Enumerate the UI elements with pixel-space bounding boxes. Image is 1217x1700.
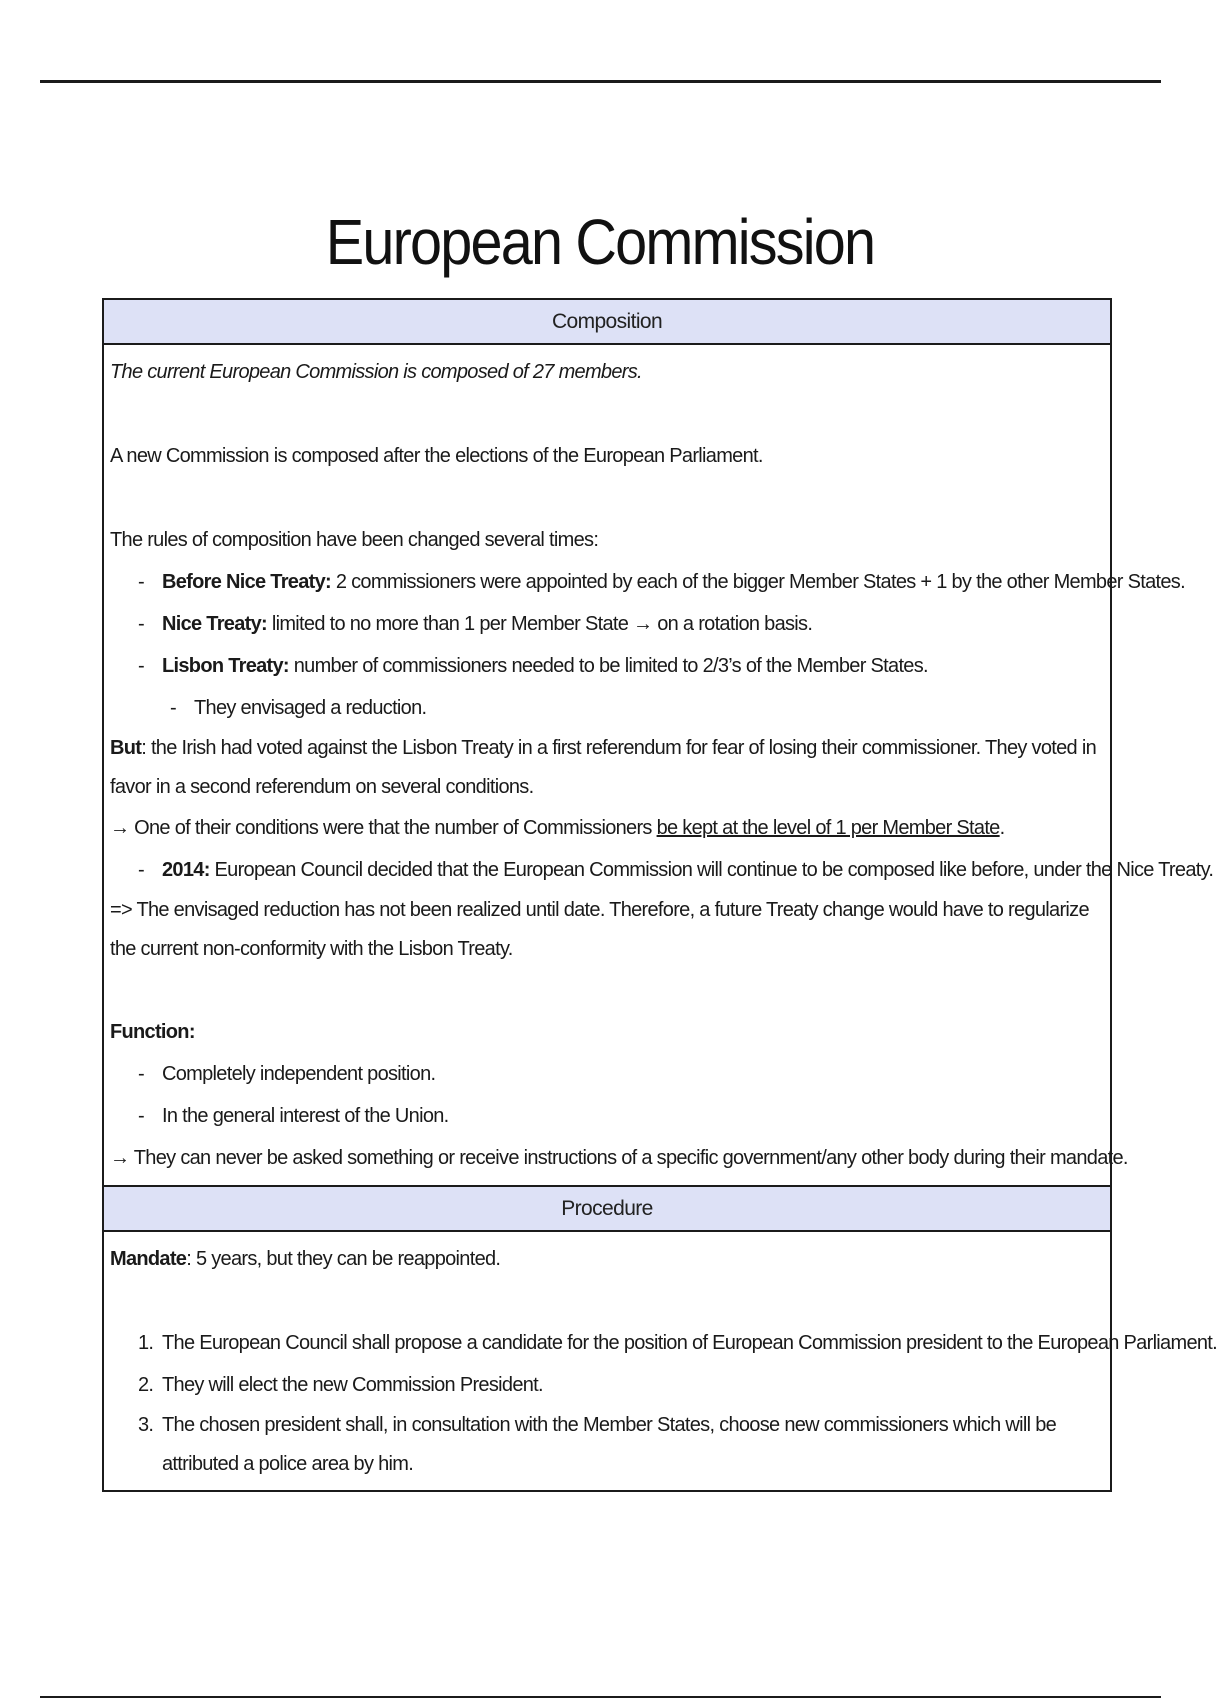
list-item: - Before Nice Treaty: 2 commissioners were appointed by each of the bigger Member States + 1 by the other Member States. [110,561,1104,603]
top-rule [40,80,1161,83]
list-item: - Completely independent position. [110,1053,1104,1095]
dash-bullet: - [138,571,144,593]
function-note: → They can never be asked something or receive instructions of a specific government/any other body during their mandate. [110,1147,1128,1169]
new-commission-text: A new Commission is composed after the elections of the European Parliament. [110,445,763,467]
numbered-item: 1. The European Council shall propose a candidate for the position of European Commission president to the European Parliament. [138,1332,1217,1354]
dash-bullet: - [138,1105,144,1127]
dash-bullet: - [138,859,144,881]
composition-cell [104,345,1214,1185]
list-item: - Lisbon Treaty: number of commissioners needed to be limited to 2/3’s of the Member States. [110,645,1104,687]
function-label: Function: [110,1021,195,1043]
dash-bullet: - [170,697,176,719]
dash-bullet: - [138,655,144,677]
dash-bullet: - [138,1063,144,1085]
list-item: - 2014: European Council decided that the European Commission will continue to be composed like before, under the Nice Treaty. [110,849,1104,891]
procedure-header: Procedure [104,1185,1110,1232]
procedure-cell [104,1232,1217,1490]
page-title: European Commission [325,206,875,278]
mandate-line: Mandate: 5 years, but they can be reappointed. [110,1248,501,1270]
list-item: - Nice Treaty: limited to no more than 1 per Member State → on a rotation basis. [110,603,1104,645]
list-item: - In the general interest of the Union. [110,1095,1104,1137]
sub-list-item: - They envisaged a reduction. [110,687,1104,729]
dash-bullet: - [138,613,144,635]
rules-intro: The rules of composition have been changed several times: [110,529,599,551]
but-paragraph: But: the Irish had voted against the Lisbon Treaty in a first referendum for fear of losing their commissioner. They voted in favor in a second referendum on several conditions. [110,737,1097,798]
conclusion-paragraph: => The envisaged reduction has not been realized until date. Therefore, a future Treaty change would have to regularize the current non-conformity with the Lisbon Treaty. [110,899,1089,960]
numbered-item: 2. They will elect the new Commission President. [138,1374,543,1396]
bottom-rule [40,1696,1161,1698]
composition-header: Composition [104,300,1110,345]
numbered-item: 3. The chosen president shall, in consultation with the Member States, choose new commissioners which will be attributed a police area by him. [138,1414,1057,1475]
condition-line: → One of their conditions were that the number of Commissioners be kept at the level of 1 per Member State. [110,817,1005,839]
commission-table [102,298,1217,1492]
intro-italic: The current European Commission is composed of 27 members. [110,361,642,383]
